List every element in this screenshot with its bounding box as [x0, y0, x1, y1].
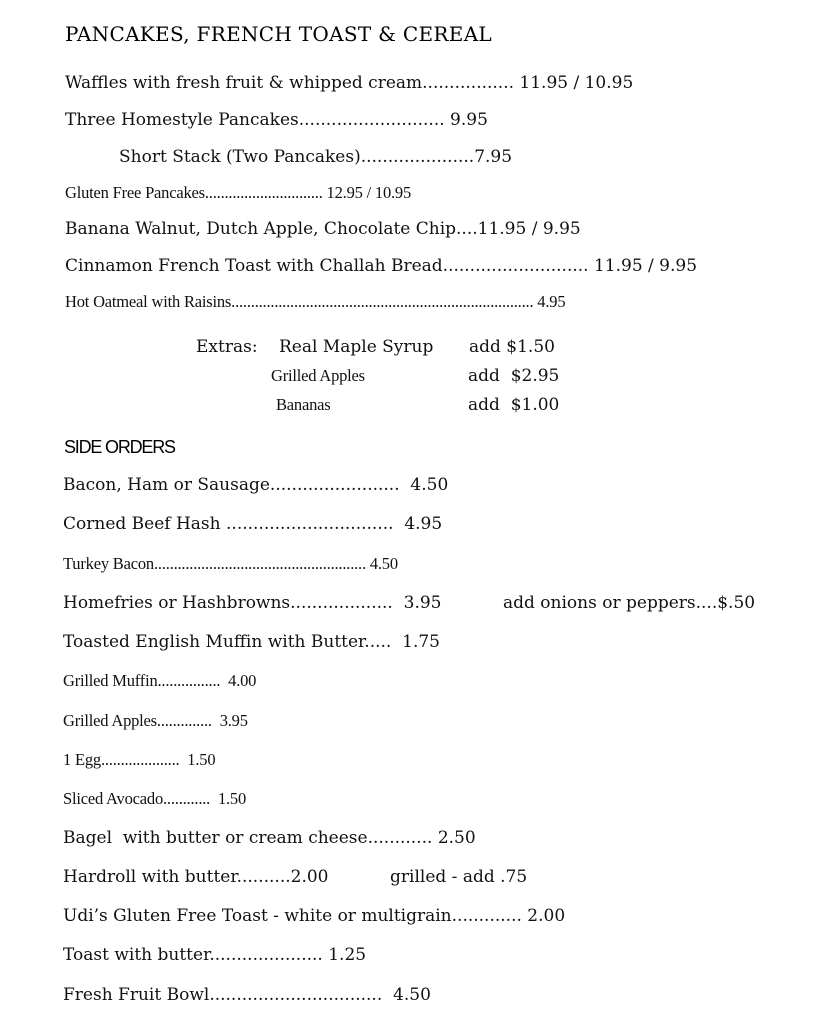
extra-name-grilled-apples: Grilled Apples [271, 366, 365, 385]
side-item-bacon-ham-sausage: Bacon, Ham or Sausage........................ 4.50 [63, 475, 449, 495]
hardroll-note: grilled - add .75 [390, 867, 528, 887]
side-item-sliced-avocado: Sliced Avocado............ 1.50 [63, 789, 247, 808]
pancakes-section-title: PANCAKES, FRENCH TOAST & CEREAL [65, 22, 493, 46]
extra-price-grilled-apples: add $2.95 [468, 366, 560, 386]
extra-price-maple-syrup: add $1.50 [469, 337, 555, 357]
menu-item-banana-walnut: Banana Walnut, Dutch Apple, Chocolate Chip....11.95 / 9.95 [65, 219, 581, 239]
menu-item-short-stack: Short Stack (Two Pancakes).....................7.95 [119, 147, 513, 167]
side-item-grilled-apples: Grilled Apples.............. 3.95 [63, 711, 248, 730]
extra-name-maple-syrup: Real Maple Syrup [279, 337, 434, 357]
side-item-english-muffin: Toasted English Muffin with Butter..... 1.75 [63, 632, 440, 652]
menu-item-cinnamon-french-toast: Cinnamon French Toast with Challah Bread........................... 11.95 / 9.95 [65, 256, 698, 276]
menu-item-hot-oatmeal: Hot Oatmeal with Raisins............................................................................. 4.95 [65, 292, 566, 311]
side-item-bagel: Bagel with butter or cream cheese............ 2.50 [63, 828, 476, 848]
side-item-one-egg: 1 Egg.................... 1.50 [63, 750, 216, 769]
side-item-corned-beef-hash: Corned Beef Hash ............................... 4.95 [63, 514, 443, 534]
side-item-hardroll: Hardroll with butter..........2.00 [63, 867, 329, 887]
menu-item-gluten-free-pancakes: Gluten Free Pancakes.............................. 12.95 / 10.95 [65, 183, 412, 202]
side-item-homefries: Homefries or Hashbrowns................... 3.95 [63, 593, 442, 613]
extra-name-bananas: Bananas [276, 395, 331, 414]
side-orders-title: SIDE ORDERS [64, 437, 175, 457]
menu-item-waffles: Waffles with fresh fruit & whipped cream................. 11.95 / 10.95 [65, 73, 634, 93]
extra-price-bananas: add $1.00 [468, 395, 560, 415]
side-item-turkey-bacon: Turkey Bacon...................................................... 4.50 [63, 554, 398, 573]
side-item-grilled-muffin: Grilled Muffin................ 4.00 [63, 671, 257, 690]
menu-item-homestyle-pancakes: Three Homestyle Pancakes........................... 9.95 [65, 110, 488, 130]
extras-label: Extras: [196, 337, 258, 357]
side-item-fresh-fruit-bowl: Fresh Fruit Bowl................................ 4.50 [63, 985, 431, 1005]
side-item-udis-gluten-free-toast: Udi’s Gluten Free Toast - white or multigrain............. 2.00 [63, 906, 566, 926]
homefries-note: add onions or peppers....$.50 [503, 593, 756, 613]
side-item-toast-with-butter: Toast with butter..................... 1.25 [63, 945, 367, 965]
